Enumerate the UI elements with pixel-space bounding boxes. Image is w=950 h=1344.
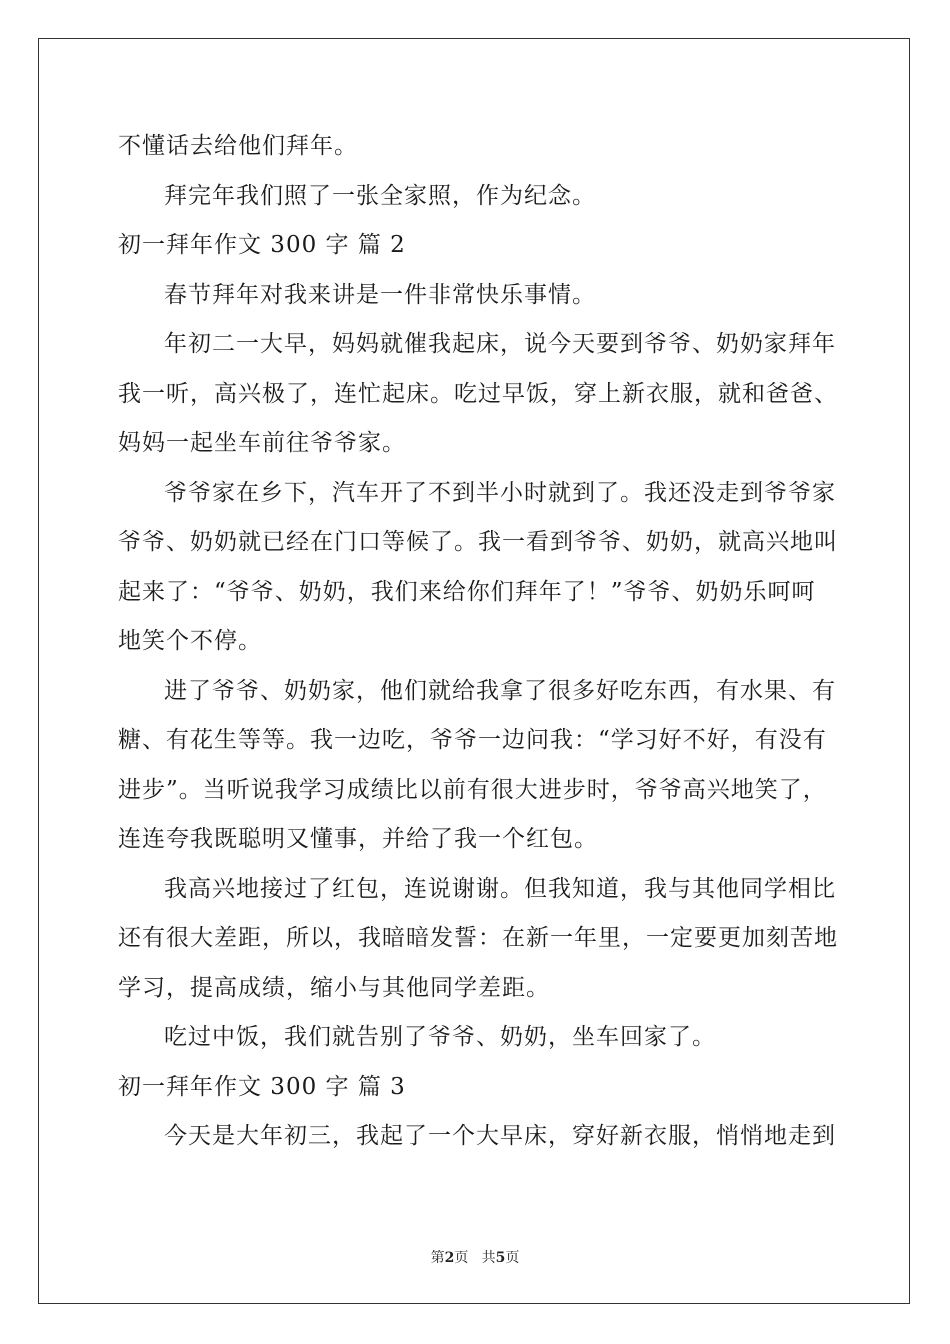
text-line: 我一听，高兴极了，连忙起床。吃过早饭，穿上新衣服，就和爸爸、 <box>118 380 838 407</box>
total-page-count: 5 <box>495 1250 506 1266</box>
total-suffix: 页 <box>505 1250 520 1266</box>
text-line: 进了爷爷、奶奶家，他们就给我拿了很多好吃东西，有水果、有 <box>164 677 836 704</box>
text-line: 不懂话去给他们拜年。 <box>118 133 358 159</box>
page-footer <box>0 1247 950 1267</box>
text-line: 爷爷、奶奶就已经在门口等候了。我一看到爷爷、奶奶，就高兴地叫 <box>118 529 838 555</box>
text-line: 连连夸我既聪明又懂事，并给了我一个红包。 <box>118 826 598 852</box>
text-line: 今天是大年初三，我起了一个大早床，穿好新衣服，悄悄地走到 <box>164 1123 836 1149</box>
text-line: 年初二一大早，妈妈就催我起床，说今天要到爷爷、奶奶家拜年 <box>164 331 836 357</box>
current-page-number: 2 <box>444 1250 455 1266</box>
text-line: 妈妈一起坐车前往爷爷家。 <box>118 430 406 456</box>
document-body <box>118 122 838 1162</box>
text-line: 进步”。当听说我学习成绩比以前有很大进步时，爷爷高兴地笑了， <box>118 776 827 803</box>
text-line: 拜完年我们照了一张全家照，作为纪念。 <box>164 182 596 209</box>
text-line: 起来了：“爷爷、奶奶，我们来给你们拜年了！”爷爷、奶奶乐呵呵 <box>118 578 816 605</box>
section-heading: 初一拜年作文 300 字 篇 2 <box>118 232 406 258</box>
text-line: 爷爷家在乡下，汽车开了不到半小时就到了。我还没走到爷爷家 <box>164 479 836 506</box>
page-suffix: 页 <box>454 1250 469 1266</box>
text-line: 春节拜年对我来讲是一件非常快乐事情。 <box>164 281 596 308</box>
text-line: 地笑个不停。 <box>118 628 262 654</box>
text-line: 我高兴地接过了红包，连说谢谢。但我知道，我与其他同学相比 <box>164 875 836 902</box>
total-prefix: 共 <box>481 1250 496 1266</box>
page-prefix: 第 <box>430 1250 445 1266</box>
text-line: 吃过中饭，我们就告别了爷爷、奶奶，坐车回家了。 <box>164 1024 716 1050</box>
section-heading: 初一拜年作文 300 字 篇 3 <box>118 1073 406 1100</box>
text-line: 学习，提高成绩，缩小与其他同学差距。 <box>118 974 550 1001</box>
text-line: 糖、有花生等等。我一边吃，爷爷一边问我：“学习好不好，有没有 <box>118 727 827 753</box>
text-line: 还有很大差距，所以，我暗暗发誓：在新一年里，一定要更加刻苦地 <box>118 925 838 951</box>
